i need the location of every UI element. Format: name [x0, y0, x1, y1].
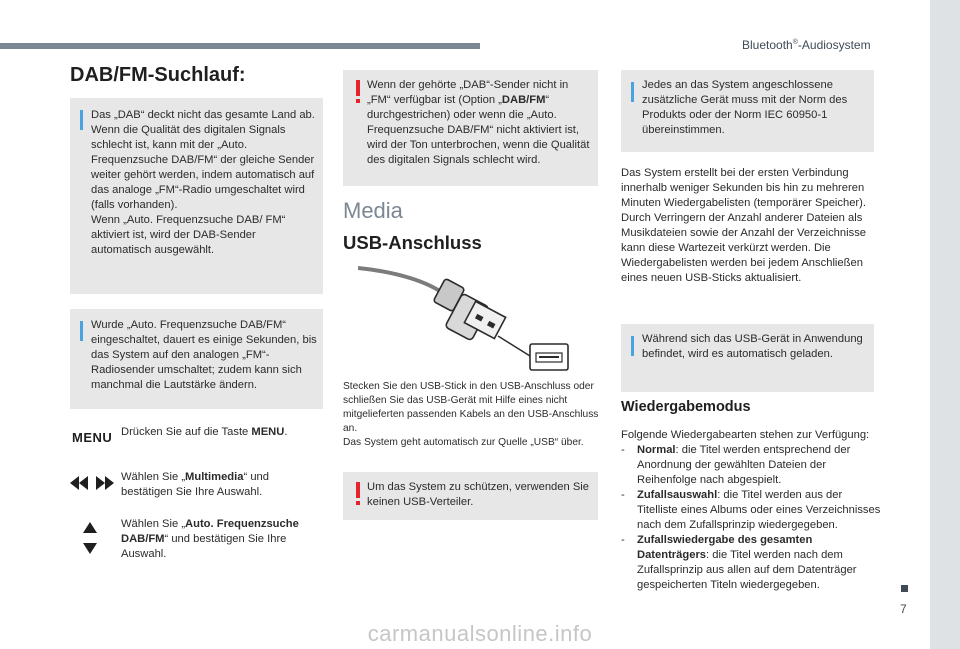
page-title: DAB/FM-Suchlauf:	[70, 64, 246, 86]
info-icon	[631, 336, 634, 356]
up-down-arrows-icon	[83, 522, 97, 554]
warning-text: Um das System zu schützen, verwenden Sie keinen USB-Verteiler.	[367, 481, 589, 508]
info-box-dab-switch	[70, 309, 323, 409]
mode-name: Zufallsauswahl	[637, 489, 718, 501]
info-text: Wurde „Auto. Frequenzsuche DAB/FM“ eingeschaltet, dauert es einige Sekunden, bis das System auf den analogen „FM“-Radiosender umschaltet; zudem kann sich manchmal die Lautstärke ändern.	[91, 319, 317, 391]
info-icon	[631, 82, 634, 102]
page-marker-square	[901, 585, 908, 592]
menu-button-icon: MENU	[72, 430, 113, 445]
playlist-text: Das System erstellt bei der ersten Verbindung innerhalb weniger Sekunden bis hin zu mehreren Minuten Wiedergabelisten (temporärer Speicher). Durch Verringern der Anzahl anderer Dateien als Musikdateien sowie der Anzahl der Verzeichnisse kann diese Wartezeit verkürzt werden. Die Wiedergabelisten werden bei jedem Anschließen eines neuen USB-Sticks aktualisiert.	[621, 167, 867, 284]
playback-mode-title: Wiedergabemodus	[621, 399, 751, 415]
info-icon	[80, 110, 83, 130]
playback-intro: Folgende Wiedergabearten stehen zur Verfügung:	[621, 429, 870, 441]
mode-description: : die Titel werden nach dem Zufallsprinzip aus allen auf dem Datenträger gespeicherten Titeln wiedergegeben.	[637, 549, 857, 591]
mode-name: Normal	[637, 444, 676, 456]
list-item	[621, 443, 881, 488]
previous-next-arrows-icon	[70, 476, 114, 490]
list-dash: -	[621, 444, 625, 456]
step-1-text: Drücken Sie auf die Taste MENU.	[121, 426, 288, 438]
page-number: 7	[900, 602, 907, 616]
media-title: Media	[343, 198, 403, 223]
section-header: Bluetooth®-Audiosystem	[742, 38, 871, 52]
info-box-dab-coverage	[70, 98, 323, 294]
step-2-text: Wählen Sie „Multimedia“ und bestätigen Sie Ihre Auswahl.	[121, 471, 269, 498]
warning-box-dab	[343, 70, 598, 186]
usb-plug-illustration-icon	[358, 260, 573, 375]
mode-name: Zufallswiedergabe des gesamten Datenträgers	[637, 534, 813, 561]
usb-instructions: Stecken Sie den USB-Stick in den USB-Anschluss oder schließen Sie das USB-Gerät mit Hilfe eines nicht mitgelieferten passenden Kabels an den USB-Anschluss an. Das System geht automatisch zur Quelle „USB“ über.	[343, 381, 599, 448]
info-text: Jedes an das System angeschlossene zusätzliche Gerät muss mit der Norm des Produkts oder der Norm IEC 60950-1 übereinstimmen.	[642, 79, 848, 136]
list-item	[621, 533, 881, 593]
info-text: Das „DAB“ deckt nicht das gesamte Land ab. Wenn die Qualität des digitalen Signals schlecht ist, kann mit der „Auto. Frequenzsuche DAB/FM“ der gleiche Sender weiter gehört werden, indem automatisch auf das analoge „FM“-Radio umgeschaltet wird (falls vorhanden). Wenn „Auto. Frequenzsuche DAB/ FM“ aktiviert ist, wird der DAB-Sender automatisch ausgewählt.	[91, 109, 315, 256]
page-side-strip	[930, 0, 960, 649]
warning-box-usb-hub	[343, 472, 598, 520]
mode-description: : die Titel werden aus der Titelliste eines Albums oder eines Verzeichnisses nach dem Zufallsprinzip wiedergegeben.	[637, 489, 881, 531]
info-box-norm	[621, 70, 874, 152]
mode-description: : die Titel werden entsprechend der Anordnung der gewählten Dateien der Reihenfolge nach abgespielt.	[637, 444, 851, 486]
usb-title: USB-Anschluss	[343, 232, 482, 253]
warning-text: Wenn der gehörte „DAB“-Sender nicht in „FM“ verfügbar ist (Option „DAB/FM“ durchgestrichen) oder wenn die „Auto. Frequenzsuche DAB/FM“ nicht aktiviert ist, wird der Ton unterbrochen, wenn die Qualität des digitalen Signals schlecht wird.	[367, 79, 590, 166]
playback-mode-list	[621, 428, 881, 593]
header-rule	[0, 43, 480, 49]
list-item	[621, 488, 881, 533]
list-dash: -	[621, 534, 625, 546]
warning-icon	[353, 482, 363, 506]
step-3-text: Wählen Sie „Auto. Frequenzsuche DAB/FM“ und bestätigen Sie Ihre Auswahl.	[121, 518, 299, 560]
info-icon	[80, 321, 83, 341]
info-text: Während sich das USB-Gerät in Anwendung befindet, wird es automatisch geladen.	[642, 333, 863, 360]
list-dash: -	[621, 489, 625, 501]
warning-icon	[353, 80, 363, 104]
watermark: carmanualsonline.info	[367, 621, 593, 646]
info-box-charging	[621, 324, 874, 392]
